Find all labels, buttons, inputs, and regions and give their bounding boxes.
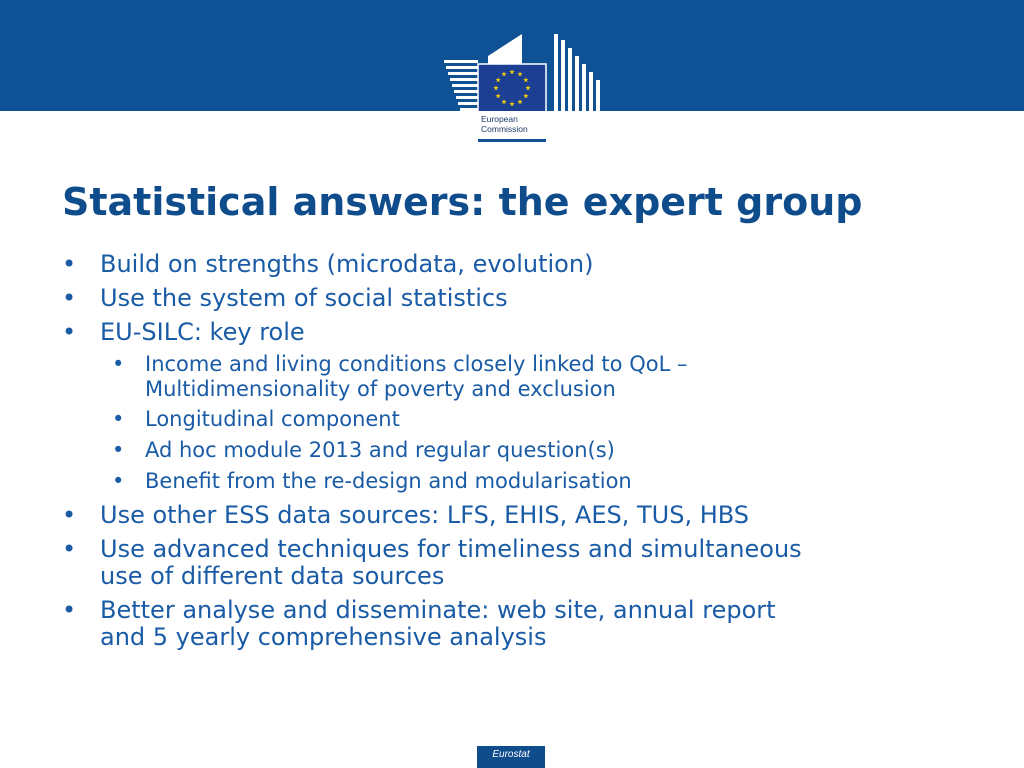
bullet-text: Longitudinal component	[145, 407, 400, 431]
logo-underline	[478, 139, 546, 142]
bullet-dot-icon: •	[62, 596, 77, 624]
bullet-text: Build on strengths (microdata, evolution)	[100, 250, 594, 278]
bullet-dot-icon: •	[62, 250, 77, 278]
bullet-text: EU-SILC: key role	[100, 318, 305, 346]
bullet-text: Use other ESS data sources: LFS, EHIS, AES, TUS, HBS	[100, 501, 750, 529]
bullet-dot-icon: •	[112, 407, 125, 431]
bullet-text: Income and living conditions closely linked to QoL –	[145, 352, 688, 376]
bullet-text: use of different data sources	[100, 562, 445, 590]
logo-line-2: Commission	[481, 124, 528, 134]
footer-label: Eurostat	[492, 749, 530, 760]
building-right-icon	[554, 34, 600, 112]
bullet-text: Better analyse and disseminate: web site, annual report	[100, 596, 776, 624]
bullet-dot-icon: •	[112, 352, 125, 376]
bullet-text: Multidimensionality of poverty and exclusion	[145, 377, 616, 401]
bullet-dot-icon: •	[62, 501, 77, 529]
bullet-dot-icon: •	[62, 318, 77, 346]
bullet-dot-icon: •	[112, 469, 125, 493]
bullet-text: Ad hoc module 2013 and regular question(s)	[145, 438, 615, 462]
bullet-dot-icon: •	[112, 438, 125, 462]
bullet-text: Use advanced techniques for timeliness and simultaneous	[100, 535, 802, 563]
logo-line-1: European	[481, 114, 518, 124]
slide-title: Statistical answers: the expert group	[62, 180, 863, 224]
bullet-text: Benefit from the re-design and modularisation	[145, 469, 632, 493]
bullet-dot-icon: •	[62, 535, 77, 563]
bullet-text: Use the system of social statistics	[100, 284, 508, 312]
bullet-text: and 5 yearly comprehensive analysis	[100, 623, 547, 651]
bullet-dot-icon: •	[62, 284, 77, 312]
logo-text	[481, 114, 528, 134]
